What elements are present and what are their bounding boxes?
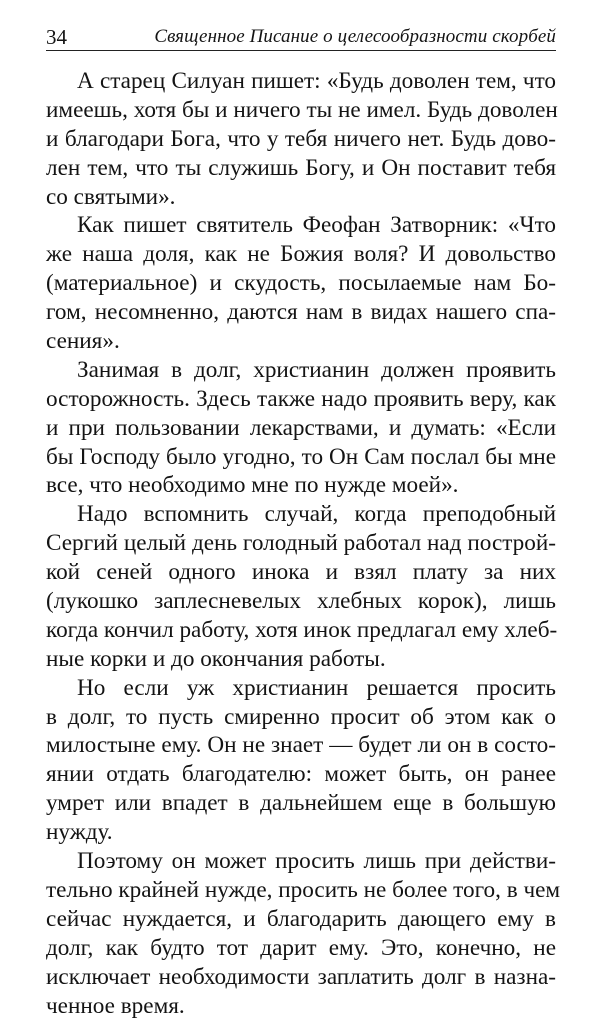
text-line: Сергий целый день голодный работал над построй- bbox=[46, 529, 556, 558]
text-line: Занимая в долг, христианин должен проявить bbox=[46, 356, 556, 385]
text-line: когда кончил работу, хотя инок предлагал ему хлеб- bbox=[46, 616, 556, 645]
running-header bbox=[46, 18, 556, 51]
text-line: (лукошко заплесневелых хлебных корок), лишь bbox=[46, 587, 556, 616]
text-line: янии отдать благодателю: может быть, он ранее bbox=[46, 760, 556, 789]
text-line: умрет или впадет в дальнейшем еще в большую bbox=[46, 789, 556, 818]
page-number: 34 bbox=[46, 26, 67, 48]
text-line: сейчас нуждается, и благодарить дающего ему в bbox=[46, 905, 556, 934]
text-line: же наша доля, как не Божия воля? И довольство bbox=[46, 240, 556, 269]
text-line: Надо вспомнить случай, когда преподобный bbox=[46, 500, 556, 529]
text-line: ные корки и до окончания работы. bbox=[46, 645, 556, 674]
paragraph bbox=[46, 500, 556, 673]
text-line: со святыми». bbox=[46, 183, 556, 212]
paragraph bbox=[46, 356, 556, 500]
text-line: тельно крайней нужде, просить не более того, в чем bbox=[46, 876, 556, 905]
text-line: милостыне ему. Он не знает — будет ли он в состо- bbox=[46, 731, 556, 760]
text-line: в долг, то пусть смиренно просит об этом как о bbox=[46, 703, 556, 732]
text-line: гом, несомненно, даются нам в видах нашего спа- bbox=[46, 298, 556, 327]
text-line: Как пишет святитель Феофан Затворник: «Что bbox=[46, 211, 556, 240]
text-line: и благодари Бога, что у тебя ничего нет. Будь дово- bbox=[46, 125, 556, 154]
text-line: долг, как будто тот дарит ему. Это, конечно, не bbox=[46, 934, 556, 963]
text-line: нужду. bbox=[46, 818, 556, 847]
text-line: бы Господу было угодно, то Он Сам послал бы мне bbox=[46, 443, 556, 472]
text-line: исключает необходимости заплатить долг в назна- bbox=[46, 963, 556, 992]
text-line: Поэтому он может просить лишь при действи- bbox=[46, 847, 556, 876]
text-line: все, что необходимо мне по нужде моей». bbox=[46, 471, 556, 500]
book-page bbox=[46, 18, 556, 1020]
paragraph bbox=[46, 211, 556, 355]
text-line: Но если уж христианин решается просить bbox=[46, 674, 556, 703]
running-title: Священное Писание о целесообразности скорбей bbox=[154, 26, 556, 48]
paragraph bbox=[46, 847, 556, 1020]
paragraph bbox=[46, 674, 556, 847]
text-line: ченное время. bbox=[46, 992, 556, 1020]
text-line: (материальное) и скудость, посылаемые нам Бо- bbox=[46, 269, 556, 298]
text-line: лен тем, что ты служишь Богу, и Он поставит тебя bbox=[46, 154, 556, 183]
text-line: сения». bbox=[46, 327, 556, 356]
text-line: и при пользовании лекарствами, и думать: «Если bbox=[46, 414, 556, 443]
text-line: осторожность. Здесь также надо проявить веру, как bbox=[46, 385, 556, 414]
body-text bbox=[46, 67, 556, 1020]
paragraph bbox=[46, 67, 556, 211]
text-line: А старец Силуан пишет: «Будь доволен тем, что bbox=[46, 67, 556, 96]
text-line: кой сеней одного инока и взял плату за них bbox=[46, 558, 556, 587]
text-line: имеешь, хотя бы и ничего ты не имел. Будь доволен bbox=[46, 96, 556, 125]
